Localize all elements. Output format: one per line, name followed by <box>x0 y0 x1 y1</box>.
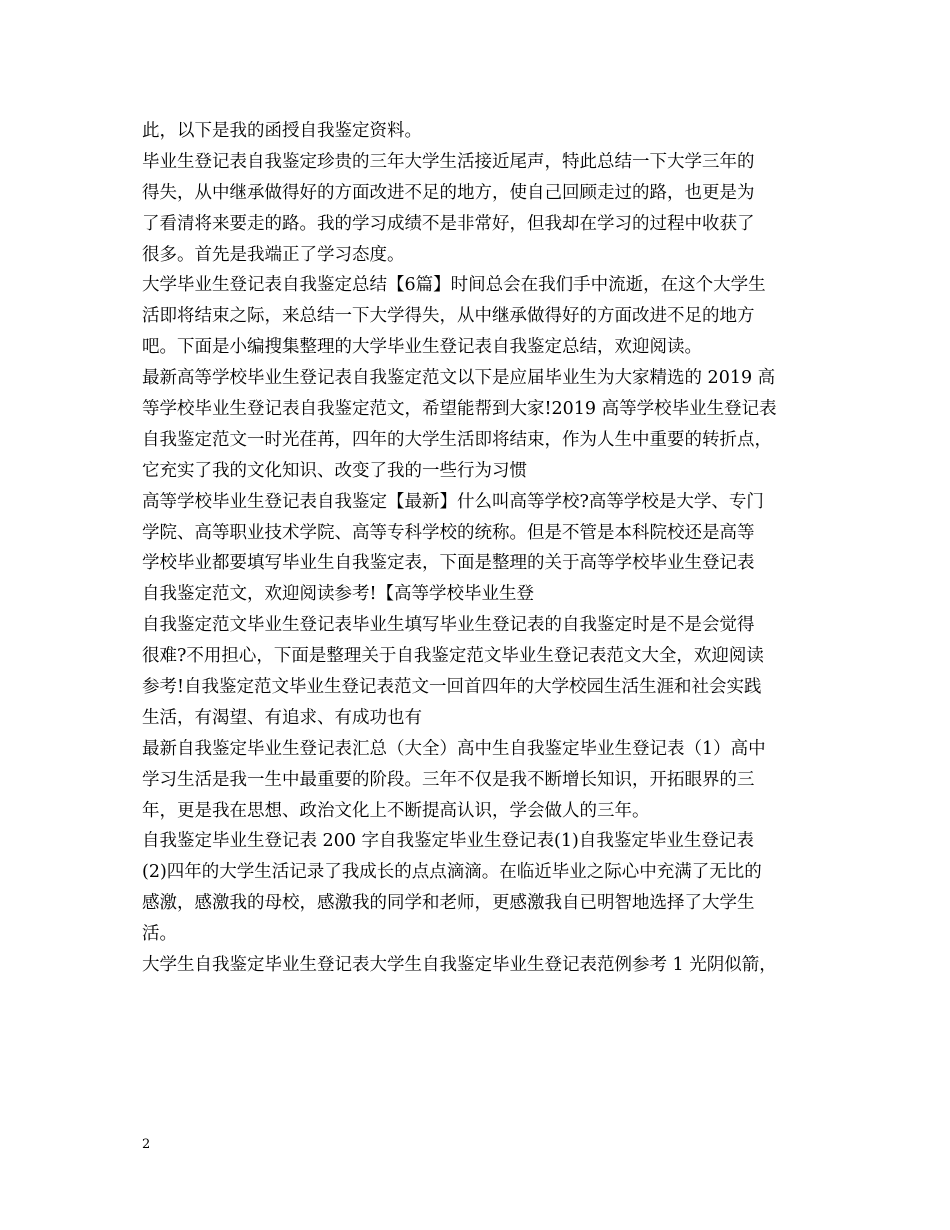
text-line: 自我鉴定范文毕业生登记表毕业生填写毕业生登记表的自我鉴定时是不是会觉得 <box>142 615 755 636</box>
text-line: 此，以下是我的函授自我鉴定资料。 <box>142 121 422 141</box>
text-line: (2)四年的大学生活记录了我成长的点点滴滴。在临近毕业之际心中充满了无比的 <box>142 862 762 883</box>
text-line: 自我鉴定毕业生登记表 200 字自我鉴定毕业生登记表(1)自我鉴定毕业生登记表 <box>142 831 754 852</box>
text-line: 学习生活是我一生中最重要的阶段。三年不仅是我不断增长知识，开拓眼界的三 <box>142 769 755 790</box>
text-line: 最新自我鉴定毕业生登记表汇总（大全）高中生自我鉴定毕业生登记表（1）高中 <box>142 738 766 759</box>
text-line: 活即将结束之际，来总结一下大学得失，从中继承做得好的方面改进不足的地方 <box>142 306 755 327</box>
text-line: 大学生自我鉴定毕业生登记表大学生自我鉴定毕业生登记表范例参考 1 光阴似箭， <box>142 955 777 976</box>
text-line: 学院、高等职业技术学院、高等专科学校的统称。但是不管是本科院校还是高等 <box>142 522 755 543</box>
text-line: 了看清将来要走的路。我的学习成绩不是非常好，但我却在学习的过程中收获了 <box>142 213 755 234</box>
text-line: 它充实了我的文化知识、改变了我的一些行为习惯 <box>142 460 527 481</box>
text-line: 活。 <box>142 924 177 945</box>
text-line: 很多。首先是我端正了学习态度。 <box>142 244 405 265</box>
text-line: 等学校毕业生登记表自我鉴定范文，希望能帮到大家!2019 高等学校毕业生登记表 <box>142 399 777 420</box>
text-line: 毕业生登记表自我鉴定珍贵的三年大学生活接近尾声，特此总结一下大学三年的 <box>142 151 755 172</box>
page-number: 2 <box>142 1137 151 1152</box>
text-line: 高等学校毕业生登记表自我鉴定【最新】什么叫高等学校?高等学校是大学、专门 <box>142 491 764 512</box>
text-line: 感激，感激我的母校，感激我的同学和老师，更感激我自已明智地选择了大学生 <box>142 893 755 914</box>
text-line: 得失，从中继承做得好的方面改进不足的地方，使自己回顾走过的路，也更是为 <box>142 182 755 203</box>
text-line: 参考!自我鉴定范文毕业生登记表范文一回首四年的大学校园生活生涯和社会实践 <box>142 677 762 698</box>
text-line: 很难?不用担心，下面是整理关于自我鉴定范文毕业生登记表范文大全，欢迎阅读 <box>142 646 764 667</box>
document-body-text <box>142 116 814 981</box>
text-line: 学校毕业都要填写毕业生自我鉴定表，下面是整理的关于高等学校毕业生登记表 <box>142 553 755 574</box>
text-line: 生活，有渴望、有追求、有成功也有 <box>142 707 422 728</box>
text-line: 年，更是我在思想、政治文化上不断提高认识，学会做人的三年。 <box>142 800 650 821</box>
text-line: 自我鉴定范文，欢迎阅读参考!【高等学校毕业生登 <box>142 584 535 605</box>
text-line: 自我鉴定范文一时光荏苒，四年的大学生活即将结束，作为人生中重要的转折点， <box>142 429 772 450</box>
text-line: 吧。下面是小编搜集整理的大学毕业生登记表自我鉴定总结，欢迎阅读。 <box>142 337 702 358</box>
text-line: 大学毕业生登记表自我鉴定总结【6篇】时间总会在我们手中流逝，在这个大学生 <box>142 275 766 296</box>
text-line: 最新高等学校毕业生登记表自我鉴定范文以下是应届毕业生为大家精选的 2019 高 <box>142 368 776 389</box>
